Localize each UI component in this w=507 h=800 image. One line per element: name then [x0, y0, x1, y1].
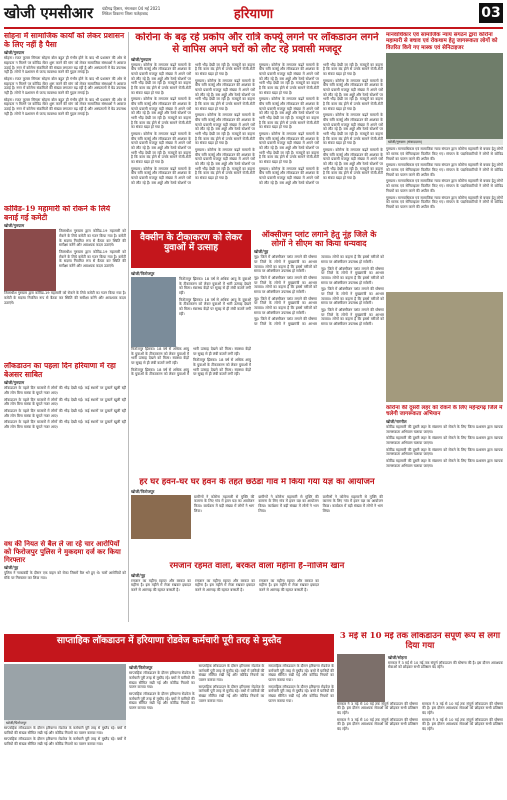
story-sohna [4, 32, 126, 202]
headline: मानवाधिकार एवं सामाजिक न्याय संगठन द्वारा कोरोना महामारी से बचाव एवं रोकथाम हेतु जागरूकता लोगों को वितरित किये गए मास्क एवं सेनिटाइजर [386, 32, 498, 51]
headline: लॉकडाउन का पहला दिन हरियाणा में रहा बेअसर साबित [4, 362, 116, 379]
roadways-headline-banner: साप्ताहिक लॉकडाउन में हरियाणा रोडवेज कर्मचारी पूरी तरह से मुस्तैद [4, 634, 334, 662]
article-body: सोहना। रजत कुमार सिंगला सोहना बोल बहुत ही गंभीर होने के बाद भी प्रशासन की ओर से सहायता न मिलने पर कोविड सेंटर शुरू करने की मांग को लेकर सामाजिक संस्थाओं ने आवाज उठाई है। नगर में कोरोना संक्रमितों की संख्या लगातार बढ़ रही है और अस्पतालों में बेड उपलब्ध नहीं हैं। लोगों ने प्रशासन से जल्द व्यवस्था करने की गुहार लगाई है। सोहना। रजत कुमार सिंगला सोहना बोल बहुत ही गंभीर होने के बाद भी प्रशासन की ओर से सहायता न मिलने पर कोविड सेंटर शुरू करने की मांग को लेकर सामाजिक संस्थाओं ने आवाज उठाई है। नगर में कोरोना संक्रमितों की संख्या लगातार बढ़ रही है और अस्पतालों में बेड उपलब्ध नहीं हैं। लोगों ने प्रशासन से जल्द व्यवस्था करने की गुहार लगाई है। सोहना। रजत कुमार सिंगला सोहना बोल बहुत ही गंभीर होने के बाद भी प्रशासन की ओर से सहायता न मिलने पर कोविड सेंटर शुरू करने की मांग को लेकर सामाजिक संस्थाओं ने आवाज उठाई है। नगर में कोरोना संक्रमितों की संख्या लगातार बढ़ रही है और अस्पतालों में बेड उपलब्ध नहीं हैं। लोगों ने प्रशासन से जल्द व्यवस्था करने की गुहार लगाई है। [4, 56, 126, 116]
vaccine-photo [131, 277, 176, 347]
masthead-rule [4, 27, 503, 29]
article-body-cont: जिलाधीश गुरुग्राम द्वारा कोविड-19 महामारी को रोकने के लिये कमेटी का गठन किया गया है। कमेटी के सदस्य नियमित रूप से बैठक कर स्थिति की समीक्षा करेंगे और आवश्यक कदम उठाएंगे। [4, 291, 126, 305]
byline: खोजी/नूह [131, 572, 146, 578]
byline: खोजी/फिरोजपुर [131, 488, 155, 494]
article-body: साप्ताहिक लॉकडाउन के दौरान हरियाणा रोडवेज के कर्मचारी पूरी तरह से मुस्तैद रहे। बसों में यात्रियों की संख्या सीमित रखी गई और कोविड नियमों का पालन कराया गया। साप्ताहिक लॉकडाउन के दौरान हरियाणा रोडवेज के कर्मचारी पूरी तरह से मुस्तैद रहे। बसों में यात्रियों की संख्या सीमित रखी गई और कोविड नियमों का पालन कराया गया। [4, 726, 126, 747]
story-covid-committee [4, 205, 126, 360]
committee-photo [4, 229, 56, 291]
article-body: फिरोजपुर झिरका। 18 वर्ष से अधिक आयु के युवाओं के टीकाकरण को लेकर युवाओं में भारी उत्साह देखने को मिला। स्वास्थ्य केंद्रों पर सुबह से ही लंबी कतारें लगी रहीं। फिरोजपुर झिरका। 18 वर्ष से अधिक आयु के युवाओं के टीकाकरण को लेकर युवाओं में भारी उत्साह देखने को मिला। स्वास्थ्य केंद्रों पर सुबह से ही लंबी कतारें लगी रहीं। [179, 277, 251, 316]
story-roadways [4, 664, 334, 796]
article-body: गुरुग्राम। कोरोना के लगातार बढ़ते मामलों के बीच रात्रि कर्फ्यू और लॉकडाउन की आशंका के चलते प्रवासी मजदूर बड़ी संख्या में अपने घरों को लौट रहे हैं। बस अड्डों और रेलवे स्टेशनों पर भारी भीड़ देखी जा रही है। मजदूरों का कहना है कि काम बंद होने से उनके सामने रोजी-रोटी का संकट खड़ा हो गया है। गुरुग्राम। कोरोना के लगातार बढ़ते मामलों के बीच रात्रि कर्फ्यू और लॉकडाउन की आशंका के चलते प्रवासी मजदूर बड़ी संख्या में अपने घरों को लौट रहे हैं। बस अड्डों और रेलवे स्टेशनों पर भारी भीड़ देखी जा रही है। मजदूरों का कहना है कि काम बंद होने से उनके सामने रोजी-रोटी का संकट खड़ा हो गया है। गुरुग्राम। कोरोना के लगातार बढ़ते मामलों के बीच रात्रि कर्फ्यू और लॉकडाउन की आशंका के चलते प्रवासी मजदूर बड़ी संख्या में अपने घरों को लौट रहे हैं। बस अड्डों और रेलवे स्टेशनों पर भारी भीड़ देखी जा रही है। मजदूरों का कहना है कि काम बंद होने से उनके सामने रोजी-रोटी का संकट खड़ा हो गया है। गुरुग्राम। कोरोना के लगातार बढ़ते मामलों के बीच रात्रि कर्फ्यू और लॉकडाउन की आशंका के चलते प्रवासी मजदूर बड़ी संख्या में अपने घरों को लौट रहे हैं। बस अड्डों और रेलवे स्टेशनों पर भारी भीड़ देखी जा रही है। मजदूरों का कहना है कि काम बंद होने से उनके सामने रोजी-रोटी का संकट खड़ा हो गया है। गुरुग्राम। कोरोना के लगातार बढ़ते मामलों के बीच रात्रि कर्फ्यू और लॉकडाउन की आशंका के चलते प्रवासी मजदूर बड़ी संख्या में अपने घरों को लौट रहे हैं। बस अड्डों और रेलवे स्टेशनों पर भारी भीड़ देखी जा रही है। मजदूरों का कहना है कि काम बंद होने से उनके सामने रोजी-रोटी का संकट खड़ा हो गया है। गुरुग्राम। कोरोना के लगातार बढ़ते मामलों के बीच रात्रि कर्फ्यू और लॉकडाउन की आशंका के चलते प्रवासी मजदूर बड़ी संख्या में अपने घरों को लौट रहे हैं। बस अड्डों और रेलवे स्टेशनों पर भारी भीड़ देखी जा रही है। मजदूरों का कहना है कि काम बंद होने से उनके सामने रोजी-रोटी का संकट खड़ा हो गया है। गुरुग्राम। कोरोना के लगातार बढ़ते मामलों के बीच रात्रि कर्फ्यू और लॉकडाउन की आशंका के चलते प्रवासी मजदूर बड़ी संख्या में अपने घरों को लौट रहे हैं। बस अड्डों और रेलवे स्टेशनों पर भारी भीड़ देखी जा रही है। मजदूरों का कहना है कि काम बंद होने से उनके सामने रोजी-रोटी का संकट खड़ा हो गया है। गुरुग्राम। कोरोना के लगातार बढ़ते मामलों के बीच रात्रि कर्फ्यू और लॉकडाउन की आशंका के चलते प्रवासी मजदूर बड़ी संख्या में अपने घरों को लौट रहे हैं। बस अड्डों और रेलवे स्टेशनों पर भारी भीड़ देखी जा रही है। मजदूरों का कहना है कि काम बंद होने से उनके सामने रोजी-रोटी का संकट खड़ा हो गया है। गुरुग्राम। कोरोना के लगातार बढ़ते मामलों के बीच रात्रि कर्फ्यू और लॉकडाउन की आशंका के चलते प्रवासी मजदूर बड़ी संख्या में अपने घरों को लौट रहे हैं। बस अड्डों और रेलवे स्टेशनों पर भारी भीड़ देखी जा रही है। मजदूरों का कहना है कि काम बंद होने से उनके सामने रोजी-रोटी का संकट खड़ा हो गया है। गुरुग्राम। कोरोना के लगातार बढ़ते मामलों के बीच रात्रि कर्फ्यू और लॉकडाउन की आशंका के चलते प्रवासी मजदूर बड़ी संख्या में अपने घरों को लौट रहे हैं। बस अड्डों और रेलवे स्टेशनों पर भारी भीड़ देखी जा रही है। मजदूरों का कहना है कि काम बंद होने से उनके सामने रोजी-रोटी का संकट खड़ा हो गया है। गुरुग्राम। कोरोना के लगातार बढ़ते मामलों के बीच रात्रि कर्फ्यू और लॉकडाउन की आशंका के चलते प्रवासी मजदूर बड़ी संख्या में अपने घरों को लौट रहे हैं। बस अड्डों और रेलवे स्टेशनों पर भारी भीड़ देखी जा रही है। मजदूरों का कहना है कि काम बंद होने से उनके सामने रोजी-रोटी का संकट खड़ा हो गया है। गुरुग्राम। कोरोना के लगातार बढ़ते मामलों के बीच रात्रि कर्फ्यू और लॉकडाउन की आशंका के चलते प्रवासी मजदूर बड़ी संख्या में अपने घरों को लौट रहे हैं। बस अड्डों और रेलवे स्टेशनों पर भारी भीड़ देखी जा रही है। मजदूरों का कहना है कि काम बंद होने से उनके सामने रोजी-रोटी का संकट खड़ा हो गया है। गुरुग्राम। कोरोना के लगातार बढ़ते मामलों के बीच रात्रि कर्फ्यू और लॉकडाउन की आशंका के चलते प्रवासी मजदूर बड़ी संख्या में अपने घरों को लौट रहे हैं। बस अड्डों और रेलवे स्टेशनों पर भारी भीड़ देखी जा रही है। मजदूरों का कहना है कि काम बंद होने से उनके सामने रोजी-रोटी का संकट खड़ा हो गया है। गुरुग्राम। कोरोना के लगातार बढ़ते मामलों के बीच रात्रि कर्फ्यू और लॉकडाउन की आशंका के चलते प्रवासी मजदूर बड़ी संख्या में अपने घरों को लौट रहे हैं। बस अड्डों और रेलवे स्टेशनों पर भारी भीड़ देखी जा रही है। मजदूरों का कहना है कि काम बंद होने से उनके सामने रोजी-रोटी का संकट खड़ा हो गया है। [131, 62, 383, 185]
photo-caption: खोजी/फिरोजपुर [4, 720, 126, 726]
article-body-cont: सरकार ने 3 मई से 10 मई तक संपूर्ण लॉकडाउन की घोषणा की है। इस दौरान आवश्यक सेवाओं को छोड़कर सभी प्रतिष्ठान बंद रहेंगे। सरकार ने 3 मई से 10 मई तक संपूर्ण लॉकडाउन की घोषणा की है। इस दौरान आवश्यक सेवाओं को छोड़कर सभी प्रतिष्ठान बंद रहेंगे। सरकार ने 3 मई से 10 मई तक संपूर्ण लॉकडाउन की घोषणा की है। इस दौरान आवश्यक सेवाओं को छोड़कर सभी प्रतिष्ठान बंद रहेंगे। सरकार ने 3 मई से 10 मई तक संपूर्ण लॉकडाउन की घोषणा की है। इस दौरान आवश्यक सेवाओं को छोड़कर सभी प्रतिष्ठान बंद रहेंगे। [337, 701, 503, 731]
story-oxygen-plant [254, 230, 384, 475]
headline: ऑक्सीजन प्लांट लगाने हेतु नूंह जिले के लोगों ने सीएम का किया धन्यवाद [261, 230, 377, 249]
story-havan [131, 478, 383, 560]
byline: खोजी/नूह [254, 249, 269, 255]
article-body: रमजान का महीना रहमत और बरकत का महीना है। इस महीने में रोजा रखकर इबादत करने से अल्लाह की रहमत बरसती है। रमजान का महीना रहमत और बरकत का महीना है। इस महीने में रोजा रखकर इबादत करने से अल्लाह की रहमत बरसती है। रमजान का महीना रहमत और बरकत का महीना है। इस महीने में रोजा रखकर इबादत करने से अल्लाह की रहमत बरसती है। [131, 578, 319, 593]
havan-photo [131, 495, 191, 539]
headline: रमजान रहमत वाला, बरकत वाला महीना है–नाजिम खान [169, 562, 345, 571]
headline: हर घर हवन-घर घर हवन के तहत छठेडा गांव में किया गया यज्ञ का आयोजन [139, 478, 375, 487]
article-body-cont: फिरोजपुर झिरका। 18 वर्ष से अधिक आयु के युवाओं के टीकाकरण को लेकर युवाओं में भारी उत्साह देखने को मिला। स्वास्थ्य केंद्रों पर सुबह से ही लंबी कतारें लगी रहीं। फिरोजपुर झिरका। 18 वर्ष से अधिक आयु के युवाओं के टीकाकरण को लेकर युवाओं में भारी उत्साह देखने को मिला। स्वास्थ्य केंद्रों पर सुबह से ही लंबी कतारें लगी रहीं। फिरोजपुर झिरका। 18 वर्ष से अधिक आयु के युवाओं के टीकाकरण को लेकर युवाओं में भारी उत्साह देखने को मिला। स्वास्थ्य केंद्रों पर सुबह से ही लंबी कतारें लगी रहीं। [131, 347, 251, 377]
section-title: हरियाणा [233, 7, 274, 22]
lockdown-photo [337, 654, 385, 702]
article-body-cont: खोजी/फिरोजपुर साप्ताहिक लॉकडाउन के दौरान हरियाणा रोडवेज के कर्मचारी पूरी तरह से मुस्तैद रहे। बसों में यात्रियों की संख्या सीमित रखी गई और कोविड नियमों का पालन कराया गया। साप्ताहिक लॉकडाउन के दौरान हरियाणा रोडवेज के कर्मचारी पूरी तरह से मुस्तैद रहे। बसों में यात्रियों की संख्या सीमित रखी गई और कोविड नियमों का पालन कराया गया। साप्ताहिक लॉकडाउन के दौरान हरियाणा रोडवेज के कर्मचारी पूरी तरह से मुस्तैद रहे। बसों में यात्रियों की संख्या सीमित रखी गई और कोविड नियमों का पालन कराया गया। साप्ताहिक लॉकडाउन के दौरान हरियाणा रोडवेज के कर्मचारी पूरी तरह से मुस्तैद रहे। बसों में यात्रियों की संख्या सीमित रखी गई और कोविड नियमों का पालन कराया गया। साप्ताहिक लॉकडाउन के दौरान हरियाणा रोडवेज के कर्मचारी पूरी तरह से मुस्तैद रहे। बसों में यात्रियों की संख्या सीमित रखी गई और कोविड नियमों का पालन कराया गया। साप्ताहिक लॉकडाउन के दौरान हरियाणा रोडवेज के कर्मचारी पूरी तरह से मुस्तैद रहे। बसों में यात्रियों की संख्या सीमित रखी गई और कोविड नियमों का पालन कराया गया। [129, 664, 334, 710]
vaccine-headline-banner: वैक्सीन के टीकाकरण को लेकर युवाओं में उत्साह [131, 230, 251, 268]
article-body: जिलाधीश गुरुग्राम द्वारा कोविड-19 महामारी को रोकने के लिये कमेटी का गठन किया गया है। कमेटी के सदस्य नियमित रूप से बैठक कर स्थिति की समीक्षा करेंगे और आवश्यक कदम उठाएंगे। जिलाधीश गुरुग्राम द्वारा कोविड-19 महामारी को रोकने के लिये कमेटी का गठन किया गया है। कमेटी के सदस्य नियमित रूप से बैठक कर स्थिति की समीक्षा करेंगे और आवश्यक कदम उठाएंगे। [59, 229, 126, 268]
byline: खोजी/नूह [4, 565, 19, 571]
column-divider [128, 32, 129, 622]
article-body: ग्रामीणों ने कोरोना महामारी से मुक्ति की कामना के लिए गांव में हवन यज्ञ का आयोजन किया। कार्यक्रम में बड़ी संख्या में लोगों ने भाग लिया। ग्रामीणों ने कोरोना महामारी से मुक्ति की कामना के लिए गांव में हवन यज्ञ का आयोजन किया। कार्यक्रम में बड़ी संख्या में लोगों ने भाग लिया। ग्रामीणों ने कोरोना महामारी से मुक्ति की कामना के लिए गांव में हवन यज्ञ का आयोजन किया। कार्यक्रम में बड़ी संख्या में लोगों ने भाग लिया। [194, 494, 383, 513]
byline: खोजी/गुरुग्राम [4, 50, 25, 56]
masthead [0, 0, 507, 30]
photo-caption: खोजी/गुरुग्राम (संवाददाता) [386, 139, 503, 145]
story-lockdown-first-day [4, 362, 126, 512]
byline: खोजी/नारनौल [386, 418, 407, 424]
headline: कोरोना की दूसरी लहर को रोकने के लिए महेन्द्रगढ़ जिले में चलेगी जागरूकता अभियान [386, 405, 503, 418]
edition-location: लिंकेश ठिकाना जिला फतेहाबाद [102, 11, 148, 16]
page-number: 03 [479, 3, 503, 23]
byline: खोजी/फिरोजपुर [131, 271, 155, 276]
newspaper-logo: खोजी एमसीआर [4, 4, 94, 22]
article-body: पुलिस ने नाकाबंदी के दौरान एक वाहन को रोका जिसमें बैल भरे हुए थे। चारों आरोपियों को मौके पर गिरफ्तार कर लिया गया। [4, 571, 126, 580]
oxygen-photo [386, 292, 503, 402]
headline: 3 मई से 10 मई तक लॉकडाउन संपूर्ण रूप से लगा दिया गया [339, 632, 501, 651]
article-body: कोविड महामारी की दूसरी लहर के संक्रमण को रोकने के लिए जिला प्रशासन द्वारा व्यापक जागरूकता अभियान चलाया जाएगा। कोविड महामारी की दूसरी लहर के संक्रमण को रोकने के लिए जिला प्रशासन द्वारा व्यापक जागरूकता अभियान चलाया जाएगा। कोविड महामारी की दूसरी लहर के संक्रमण को रोकने के लिए जिला प्रशासन द्वारा व्यापक जागरूकता अभियान चलाया जाएगा। कोविड महामारी की दूसरी लहर के संक्रमण को रोकने के लिए जिला प्रशासन द्वारा व्यापक जागरूकता अभियान चलाया जाएगा। [386, 424, 503, 468]
article-body: खोजी/सोहना सरकार ने 3 मई से 10 मई तक संपूर्ण लॉकडाउन की घोषणा की है। इस दौरान आवश्यक सेवाओं को छोड़कर सभी प्रतिष्ठान बंद रहेंगे। [388, 654, 503, 670]
story-lockdown-may [337, 632, 503, 796]
edition-date: चंडीगढ़ हिसार, मंगलवार 04 मई 2021 [102, 6, 161, 11]
byline: खोजी/गुरुग्राम [4, 380, 25, 386]
story-masks-distribution [386, 32, 503, 290]
story-vaccine-youth [131, 270, 251, 475]
roadways-photo [4, 664, 126, 726]
headline: सोहना में सामाजिक कार्यों को लेकर प्रशासन के लिए नहीं है पैसा [4, 32, 125, 49]
headline: कोविड-19 महामारी को रोकने के लिये बनाई गई कमेटी [4, 205, 111, 222]
story-bull-arrest [4, 540, 126, 618]
story-ramzan [131, 562, 383, 632]
article-body: गुरुग्राम। मानवाधिकार एवं सामाजिक न्याय संगठन द्वारा कोरोना महामारी से बचाव हेतु लोगों को मास्क एवं सेनिटाइजर वितरित किए गए। संगठन के पदाधिकारियों ने लोगों से कोविड नियमों का पालन करने की अपील की। गुरुग्राम। मानवाधिकार एवं सामाजिक न्याय संगठन द्वारा कोरोना महामारी से बचाव हेतु लोगों को मास्क एवं सेनिटाइजर वितरित किए गए। संगठन के पदाधिकारियों ने लोगों से कोविड नियमों का पालन करने की अपील की। गुरुग्राम। मानवाधिकार एवं सामाजिक न्याय संगठन द्वारा कोरोना महामारी से बचाव हेतु लोगों को मास्क एवं सेनिटाइजर वितरित किए गए। संगठन के पदाधिकारियों ने लोगों से कोविड नियमों का पालन करने की अपील की। गुरुग्राम। मानवाधिकार एवं सामाजिक न्याय संगठन द्वारा कोरोना महामारी से बचाव हेतु लोगों को मास्क एवं सेनिटाइजर वितरित किए गए। संगठन के पदाधिकारियों ने लोगों से कोविड नियमों का पालन करने की अपील की। [386, 147, 503, 209]
byline: खोजी/गुरुग्राम [131, 56, 152, 62]
story-migrant-workers [131, 32, 383, 227]
masks-photo [386, 53, 503, 145]
article-body: नूह। जिले में ऑक्सीजन प्लांट लगाने की घोषणा पर जिले के लोगों ने मुख्यमंत्री का आभार जताया। लोगों का कहना है कि इससे मरीजों को समय पर ऑक्सीजन उपलब्ध हो सकेगी। नूह। जिले में ऑक्सीजन प्लांट लगाने की घोषणा पर जिले के लोगों ने मुख्यमंत्री का आभार जताया। लोगों का कहना है कि इससे मरीजों को समय पर ऑक्सीजन उपलब्ध हो सकेगी। नूह। जिले में ऑक्सीजन प्लांट लगाने की घोषणा पर जिले के लोगों ने मुख्यमंत्री का आभार जताया। लोगों का कहना है कि इससे मरीजों को समय पर ऑक्सीजन उपलब्ध हो सकेगी। नूह। जिले में ऑक्सीजन प्लांट लगाने की घोषणा पर जिले के लोगों ने मुख्यमंत्री का आभार जताया। लोगों का कहना है कि इससे मरीजों को समय पर ऑक्सीजन उपलब्ध हो सकेगी। नूह। जिले में ऑक्सीजन प्लांट लगाने की घोषणा पर जिले के लोगों ने मुख्यमंत्री का आभार जताया। लोगों का कहना है कि इससे मरीजों को समय पर ऑक्सीजन उपलब्ध हो सकेगी। नूह। जिले में ऑक्सीजन प्लांट लगाने की घोषणा पर जिले के लोगों ने मुख्यमंत्री का आभार जताया। लोगों का कहना है कि इससे मरीजों को समय पर ऑक्सीजन उपलब्ध हो सकेगी। नूह। जिले में ऑक्सीजन प्लांट लगाने की घोषणा पर जिले के लोगों ने मुख्यमंत्री का आभार जताया। लोगों का कहना है कि इससे मरीजों को समय पर ऑक्सीजन उपलब्ध हो सकेगी। [254, 255, 384, 327]
story-mahendragarh-awareness [386, 405, 503, 555]
headline: कोरोना के बढ़ रहे प्रकोप और रात्रि कर्फ्यू लगने पर लॉकडाउन लगने से वापिस अपने घरों को लौट रहे प्रवासी मजदूर [135, 32, 379, 55]
headline: वध की नियत से बैल ले जा रहे चार आरोपियों को फिरोजपुर पुलिस ने मुकदमा दर्ज कर किया गिरफ्तार [4, 540, 121, 565]
byline: खोजी/गुरुग्राम [4, 223, 25, 229]
article-body: लॉकडाउन के पहले दिन बाजारों में लोगों की भीड़ देखी गई। कई स्थानों पर दुकानें खुली रहीं और लोग बिना मास्क के घूमते नजर आए। लॉकडाउन के पहले दिन बाजारों में लोगों की भीड़ देखी गई। कई स्थानों पर दुकानें खुली रहीं और लोग बिना मास्क के घूमते नजर आए। लॉकडाउन के पहले दिन बाजारों में लोगों की भीड़ देखी गई। कई स्थानों पर दुकानें खुली रहीं और लोग बिना मास्क के घूमते नजर आए। लॉकडाउन के पहले दिन बाजारों में लोगों की भीड़ देखी गई। कई स्थानों पर दुकानें खुली रहीं और लोग बिना मास्क के घूमते नजर आए। [4, 386, 126, 429]
